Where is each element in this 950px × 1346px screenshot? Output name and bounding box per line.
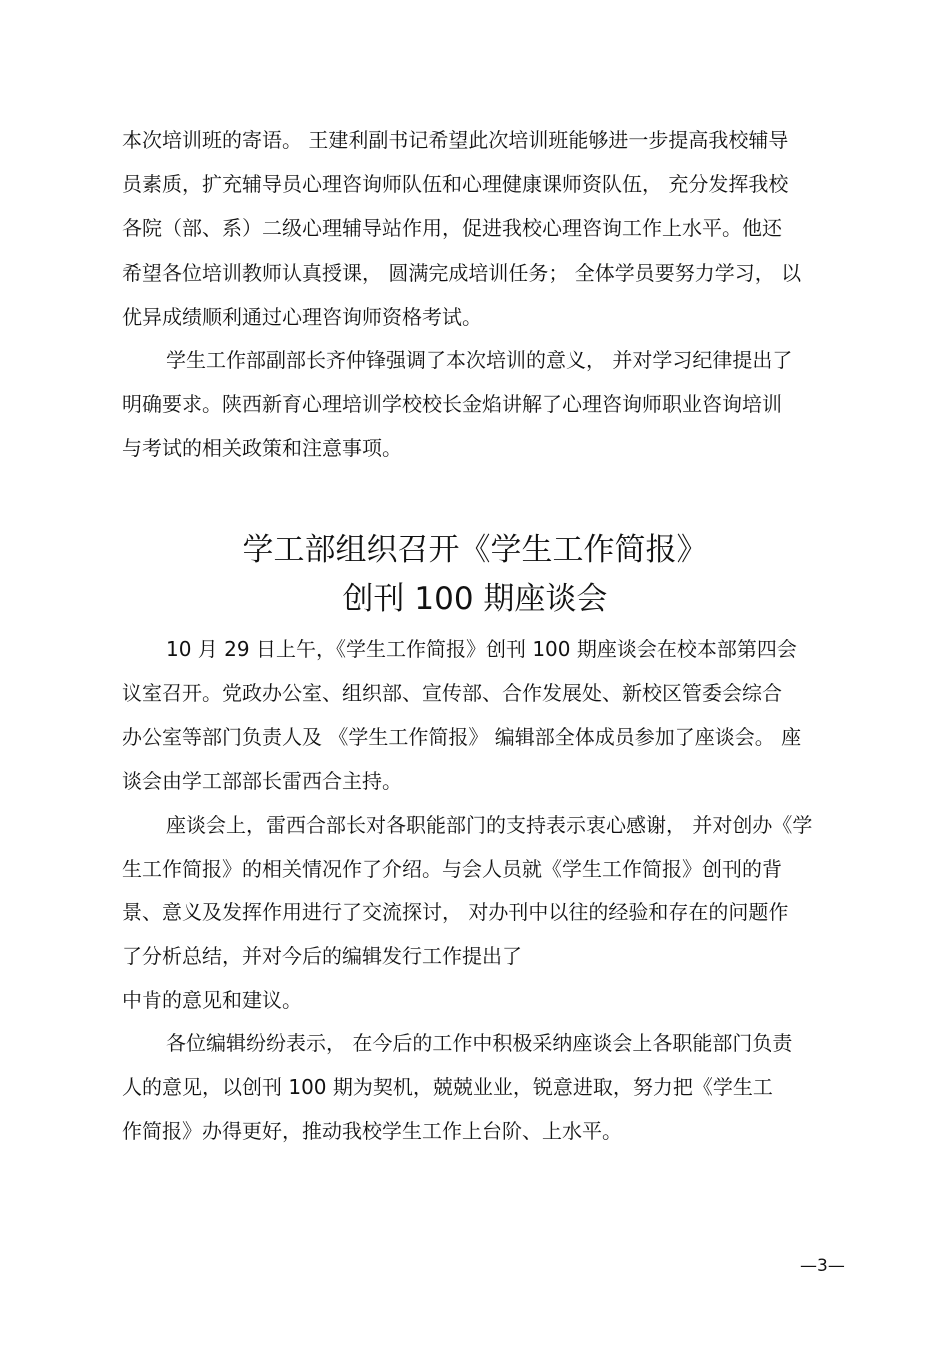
text-line: 各位编辑纷纷表示， 在今后的工作中积极采纳座谈会上各职能部门负责 — [166, 1031, 793, 1055]
page-number: —3— — [800, 1256, 845, 1276]
article-title-line2: 创刊 100 期座谈会 — [342, 581, 608, 617]
text-line: 座谈会上，雷西合部长对各职能部门的支持表示衷心感谢， 并对创办《学 — [166, 813, 813, 837]
text-line: 办公室等部门负责人及 《学生工作简报》 编辑部全体成员参加了座谈会。 座 — [122, 725, 802, 749]
text-line: 学生工作部副部长齐仲锋强调了本次培训的意义， 并对学习纪律提出了 — [166, 348, 793, 372]
text-line: 生工作简报》的相关情况作了介绍。与会人员就《学生工作简报》创刊的背 — [122, 857, 782, 881]
text-line: 希望各位培训教师认真授课， 圆满完成培训任务； 全体学员要努力学习， 以 — [122, 261, 802, 285]
article-title-line1: 学工部组织召开《学生工作简报》 — [242, 532, 708, 568]
text-line: 谈会由学工部部长雷西合主持。 — [122, 769, 402, 793]
text-line: 议室召开。党政办公室、组织部、宣传部、合作发展处、新校区管委会综合 — [122, 681, 782, 705]
text-line: 景、意义及发挥作用进行了交流探讨， 对办刊中以往的经验和存在的问题作 — [122, 900, 789, 924]
text-line: 10 月 29 日上午，《学生工作简报》创刊 100 期座谈会在校本部第四会 — [166, 637, 797, 661]
text-line: 与考试的相关政策和注意事项。 — [122, 436, 402, 460]
text-line: 中肯的意见和建议。 — [122, 988, 302, 1012]
text-line: 了分析总结，并对今后的编辑发行工作提出了 — [122, 944, 522, 968]
text-line: 人的意见，以创刊 100 期为契机，兢兢业业，锐意进取，努力把《学生工 — [122, 1075, 773, 1099]
text-line: 员素质，扩充辅导员心理咨询师队伍和心理健康课师资队伍， 充分发挥我校 — [122, 172, 789, 196]
text-line: 作简报》办得更好，推动我校学生工作上台阶、上水平。 — [122, 1119, 622, 1143]
text-line: 优异成绩顺利通过心理咨询师资格考试。 — [122, 305, 482, 329]
text-line: 各院（部、系）二级心理辅导站作用，促进我校心理咨询工作上水平。他还 — [122, 216, 782, 240]
text-line: 明确要求。陕西新育心理培训学校校长金焰讲解了心理咨询师职业咨询培训 — [122, 392, 782, 416]
text-line: 本次培训班的寄语。 王建利副书记希望此次培训班能够进一步提高我校辅导 — [122, 128, 789, 152]
